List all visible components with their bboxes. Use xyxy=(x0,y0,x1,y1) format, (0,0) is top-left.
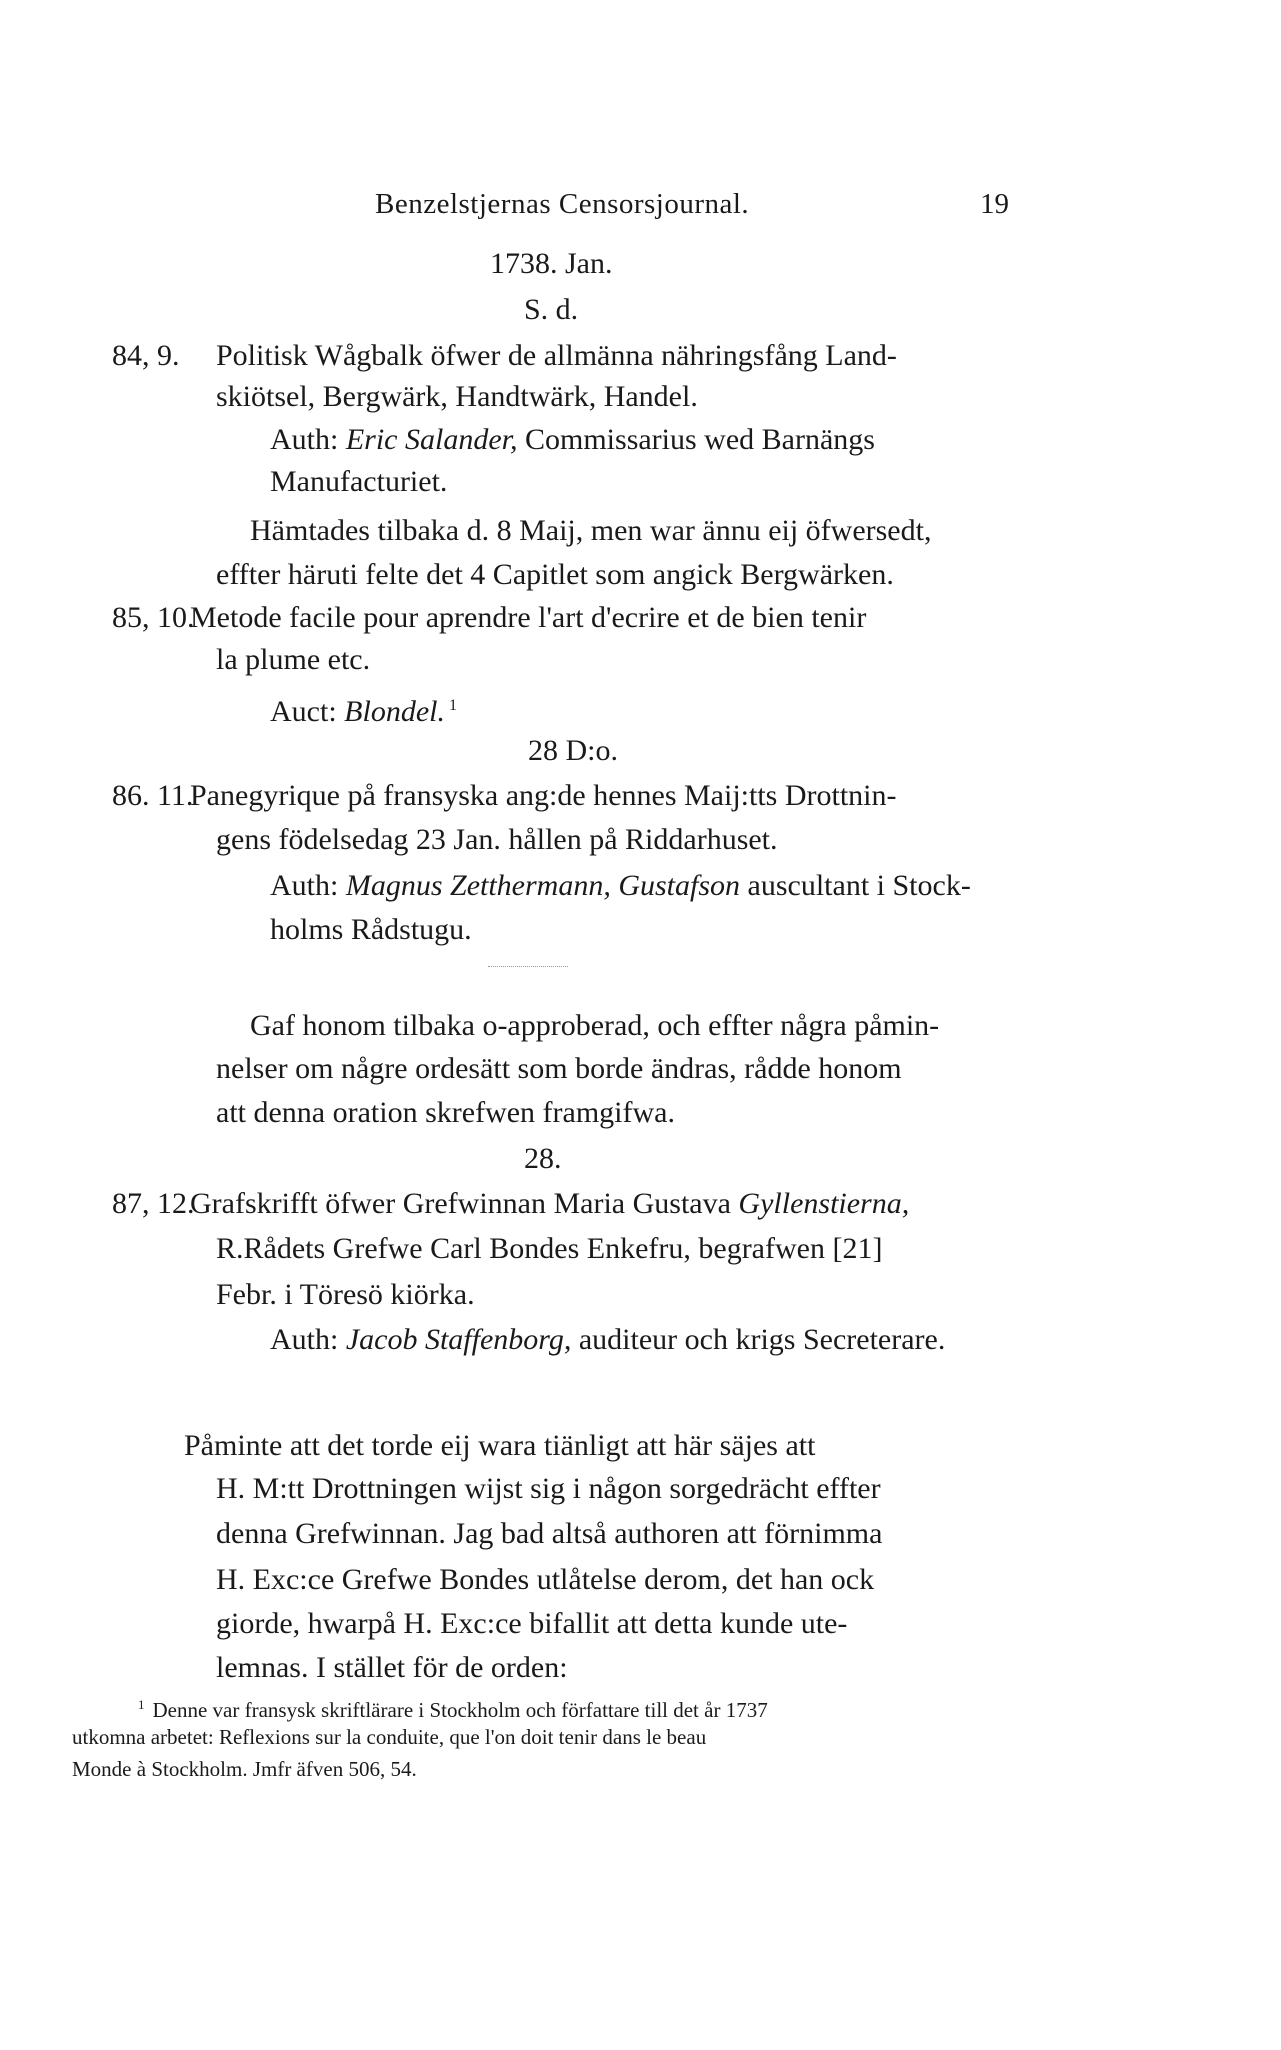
entry-title-line: R.Rådets Grefwe Carl Bondes Enkefru, begrafwen [21] xyxy=(216,1232,883,1265)
author-description: auditeur och krigs Secreterare. xyxy=(571,1323,946,1356)
entry-title-line: Politisk Wågbalk öfwer de allmänna nähringsfång Land- xyxy=(216,339,897,372)
date-subheading: S. d. xyxy=(524,293,579,326)
censor-note-line: H. Exc:ce Grefwe Bondes utlåtelse derom, det han ock xyxy=(216,1563,875,1596)
page-number: 19 xyxy=(980,188,1009,220)
entry-number: 85, 10. xyxy=(112,601,195,634)
author-prefix: Auth: xyxy=(270,423,346,456)
entry-title-line: Metode facile pour aprendre l'art d'ecrire et de bien tenir xyxy=(190,601,867,634)
censor-note-line: att denna oration skrefwen framgifwa. xyxy=(216,1096,675,1129)
censor-note-line: Gaf honom tilbaka o-approberad, och effter några påmin- xyxy=(250,1009,940,1042)
censor-note-line: Hämtades tilbaka d. 8 Maij, men war ännu eij öfwersedt, xyxy=(250,514,932,547)
entry-author-line xyxy=(270,422,875,458)
author-description: auscultant i Stock- xyxy=(740,869,971,902)
footnote-line: Monde à Stockholm. Jmfr äfven 506, 54. xyxy=(72,1757,417,1781)
author-description: Commissarius wed Barnängs xyxy=(517,423,875,456)
footnote-line: utkomna arbetet: Reflexions sur la conduite, que l'on doit tenir dans le beau xyxy=(72,1725,707,1749)
title-text: Grafskrifft öfwer Grefwinnan Maria Gustava xyxy=(190,1187,739,1220)
entry-title-line: Febr. i Töresö kiörka. xyxy=(216,1278,475,1311)
entry-title-line: la plume etc. xyxy=(216,643,371,676)
running-title: Benzelstjernas Censorsjournal. xyxy=(375,188,750,220)
author-name: Eric Salander, xyxy=(345,423,518,456)
footnote-reference: 1 xyxy=(448,697,457,714)
entry-author-line: holms Rådstugu. xyxy=(270,913,472,946)
entry-title-line: skiötsel, Bergwärk, Handtwärk, Handel. xyxy=(216,380,698,413)
author-name: Blondel. xyxy=(344,695,445,728)
entry-author-line xyxy=(270,868,971,904)
entry-author-line xyxy=(270,688,457,730)
censor-note-line: lemnas. I stället för de orden: xyxy=(216,1651,568,1684)
entry-title-line: Panegyrique på fransyska ang:de hennes Maij:tts Drottnin- xyxy=(190,779,897,812)
date-heading: 1738. Jan. xyxy=(490,247,613,280)
censor-note-line: denna Grefwinnan. Jag bad altså authoren att förnimma xyxy=(216,1517,883,1550)
entry-author-line xyxy=(270,1322,945,1358)
censor-note-line: effter häruti felte det 4 Capitlet som angick Bergwärken. xyxy=(216,558,894,591)
entry-number: 87, 12. xyxy=(112,1187,195,1220)
author-prefix: Auth: xyxy=(270,1323,346,1356)
entry-number: 84, 9. xyxy=(112,339,180,372)
censor-note-line: Påminte att det torde eij wara tiänligt att här säjes att xyxy=(184,1429,816,1462)
censor-note-line: giorde, hwarpå H. Exc:ce bifallit att detta kunde ute- xyxy=(216,1607,848,1640)
author-prefix: Auct: xyxy=(270,695,345,728)
entry-number: 86. 11. xyxy=(112,779,194,812)
censor-note-line: nelser om någre ordesätt som borde ändras, rådde honom xyxy=(216,1052,902,1085)
author-name: Jacob Staffenborg, xyxy=(345,1323,572,1356)
deceased-name: Gyllenstierna, xyxy=(738,1187,910,1220)
entry-title-line xyxy=(190,1186,909,1222)
date-heading: 28 D:o. xyxy=(528,734,618,767)
footnote-marker: 1 xyxy=(138,1697,145,1712)
author-prefix: Auth: xyxy=(270,869,346,902)
entry-title-line: gens födelsedag 23 Jan. hållen på Riddarhuset. xyxy=(216,823,778,856)
separator-rule xyxy=(488,966,568,968)
footnote-text: Denne var fransysk skriftlärare i Stockholm och författare till det år 1737 xyxy=(152,1698,768,1722)
author-name: Magnus Zetthermann, Gustafson xyxy=(345,869,741,902)
entry-author-line: Manufacturiet. xyxy=(270,465,448,498)
censor-note-line: H. M:tt Drottningen wijst sig i någon sorgedrächt effter xyxy=(216,1472,881,1505)
date-heading: 28. xyxy=(524,1142,562,1175)
footnote-line xyxy=(138,1692,768,1723)
